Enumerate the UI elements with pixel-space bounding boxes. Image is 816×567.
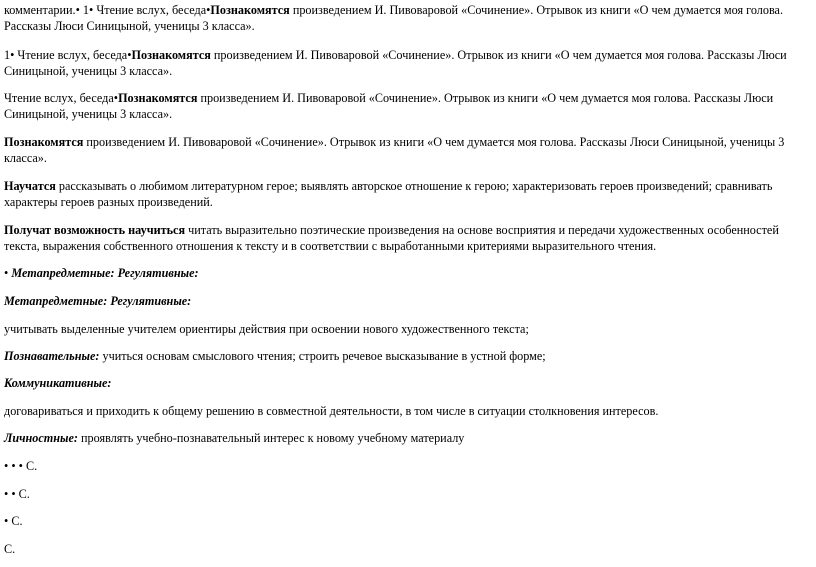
paragraph-will-learn (4, 178, 809, 210)
text-run: учитывать выделенные учителем ориентиры действия при освоении нового художественного текста; (4, 322, 529, 336)
heading-metasubject-bullet (4, 265, 809, 281)
bold-term: Получат возможность научиться (4, 223, 186, 237)
bold-term: Познакомятся (210, 3, 290, 17)
line-bullets-1 (4, 513, 809, 529)
paragraph-opportunity (4, 222, 809, 254)
heading-communicative (4, 375, 809, 391)
bold-term: Научатся (4, 179, 56, 193)
bold-term: Познакомятся (118, 91, 198, 105)
bullet-icon: • • • (4, 459, 23, 473)
bullet-icon: • (4, 514, 9, 528)
text-run: читать выразительно поэтические произведения на основе восприятия и передачи художественных особенностей текста, выражения собственного отношения к тексту и в соответствии с выработанными критериями выразительного чтения. (4, 223, 779, 253)
text-run: произведением И. Пивоваровой «Сочинение». Отрывок из книги «О чем думается моя голова. Рассказы Люси Синицыной, ученицы 3 класса». (4, 91, 774, 121)
bold-italic-heading: Метапредметные: Регулятивные: (8, 266, 199, 280)
paragraph-cognitive (4, 348, 809, 364)
paragraph-regulative-text (4, 321, 809, 337)
bullet-icon: • (75, 3, 80, 17)
paragraph-intro-comments (4, 2, 809, 34)
line-bullets-2 (4, 486, 809, 502)
text-run: Чтение вслух, беседа (4, 91, 114, 105)
text-run: Чтение вслух, беседа (93, 3, 207, 17)
bullet-icon: • (10, 48, 15, 62)
text-run: договариваться и приходить к общему решению в совместной деятельности, в том числе в ситуации столкновения интересов. (4, 404, 659, 418)
bold-italic-heading: Метапредметные: Регулятивные: (4, 294, 192, 308)
bullet-icon: • • (4, 487, 16, 501)
text-run: рассказывать о любимом литературном герое; выявлять авторское отношение к герою; характеризовать героев произведений; сравнивать характеры героев разных произведений. (4, 179, 773, 209)
text-run: 1 (79, 3, 90, 17)
text-run: комментарии. (4, 3, 76, 17)
text-run: учиться основам смыслового чтения; строить речевое высказывание в устной форме; (99, 349, 546, 363)
paragraph-personal (4, 430, 809, 446)
bold-term: Познакомятся (131, 48, 211, 62)
line-bullets-3 (4, 458, 809, 474)
bullet-icon: • (206, 3, 211, 17)
paragraph-reading-1 (4, 47, 809, 79)
paragraph-reading-2 (4, 90, 809, 122)
text-run: произведением И. Пивоваровой «Сочинение». Отрывок из книги «О чем думается моя голова. Рассказы Люси Синицыной, ученицы 3 класса». (4, 135, 785, 165)
text-run: произведением И. Пивоваровой «Сочинение». Отрывок из книги «О чем думается моя голова. Рассказы Люси Синицыной, ученицы 3 класса». (4, 48, 787, 78)
bold-term: Познакомятся (4, 135, 84, 149)
text-run: С. (4, 542, 16, 556)
bold-italic-heading: Личностные: (4, 431, 78, 445)
text-run: С. (15, 487, 30, 501)
text-run: 1 (4, 48, 11, 62)
text-run: проявлять учебно-познавательный интерес к новому учебному материалу (77, 431, 465, 445)
text-run: С. (8, 514, 23, 528)
paragraph-get-acquainted (4, 134, 809, 166)
paragraph-communicative-text (4, 403, 809, 419)
bullet-icon: • (127, 48, 132, 62)
heading-metasubject (4, 293, 809, 309)
bullet-icon: • (4, 266, 9, 280)
text-run: С. (22, 459, 38, 473)
text-run: Чтение вслух, беседа (14, 48, 128, 62)
text-run: произведением И. Пивоваровой «Сочинение». Отрывок из книги «О чем думается моя голова. Рассказы Люси Синицыной, ученицы 3 класса». (4, 3, 783, 33)
bullet-icon: • (89, 3, 94, 17)
bold-italic-heading: Коммуникативные: (4, 376, 112, 390)
line-final (4, 541, 809, 557)
bold-italic-heading: Познавательные: (4, 349, 100, 363)
bullet-icon: • (113, 91, 119, 105)
